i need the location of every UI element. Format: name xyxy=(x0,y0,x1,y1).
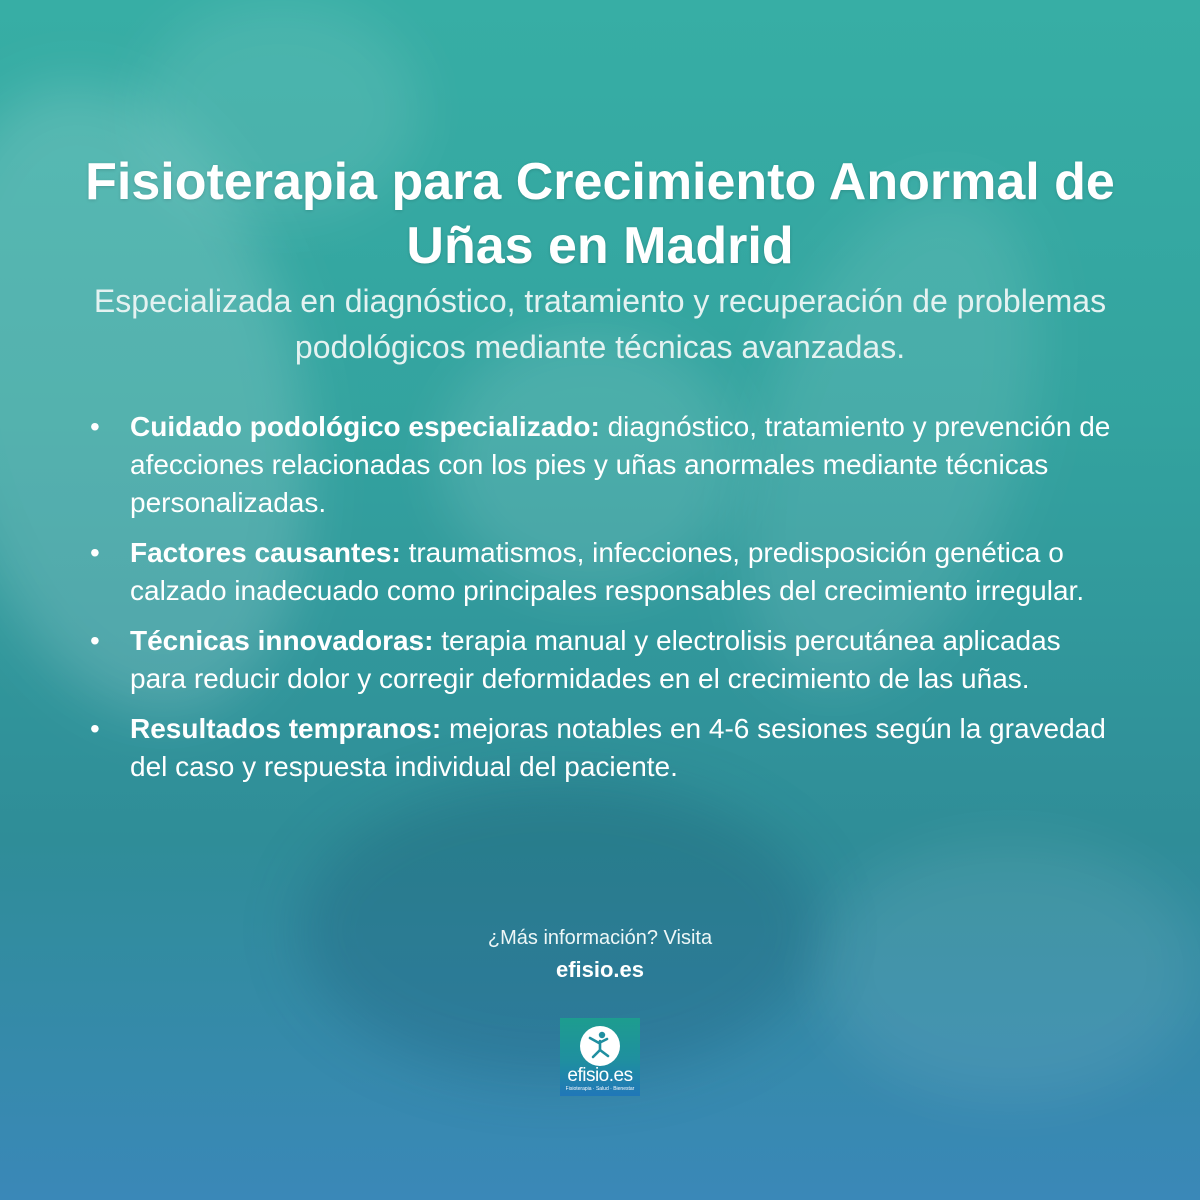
bullet-text: terapia manual y electrolisis percutánea aplicadas para reducir dolor y corregir deformidades en el crecimiento de las uñas. xyxy=(130,625,1061,694)
more-info-text: ¿Más información? Visita xyxy=(487,927,713,949)
list-item xyxy=(88,622,1120,698)
benefits-list xyxy=(88,408,1120,798)
bullet-heading: Técnicas innovadoras: xyxy=(130,625,434,656)
bullet-icon: • xyxy=(90,713,100,744)
bullet-heading: Cuidado podológico especializado: xyxy=(130,411,600,442)
bullet-icon: • xyxy=(90,411,100,442)
page-title: Fisioterapia para Crecimiento Anormal de Uñas en Madrid xyxy=(85,153,1115,275)
person-stretching-icon xyxy=(580,1026,620,1066)
bullet-icon: • xyxy=(90,625,100,656)
bullet-heading: Factores causantes: xyxy=(130,537,401,568)
bullet-text: mejoras notables en 4-6 sesiones según la gravedad del caso y respuesta individual del paciente. xyxy=(130,713,1106,782)
page-subtitle: Especializada en diagnóstico, tratamiento y recuperación de problemas podológicos mediante técnicas avanzadas. xyxy=(93,283,1107,365)
efisio-logo[interactable] xyxy=(560,1018,640,1096)
list-item xyxy=(88,710,1120,786)
bullet-text: diagnóstico, tratamiento y prevención de afecciones relacionadas con los pies y uñas anormales mediante técnicas personalizadas. xyxy=(130,411,1111,518)
list-item xyxy=(88,408,1120,522)
list-item xyxy=(88,534,1120,610)
logo-tagline: Fisioterapia · Salud · Bienestar xyxy=(565,1086,635,1092)
logo-wordmark: efisio.es xyxy=(567,1065,633,1086)
bullet-heading: Resultados tempranos: xyxy=(130,713,442,744)
bullet-icon: • xyxy=(90,537,100,568)
website-link[interactable]: efisio.es xyxy=(555,957,645,982)
bullet-text: traumatismos, infecciones, predisposición genética o calzado inadecuado como principales responsables del crecimiento irregular. xyxy=(130,537,1085,606)
